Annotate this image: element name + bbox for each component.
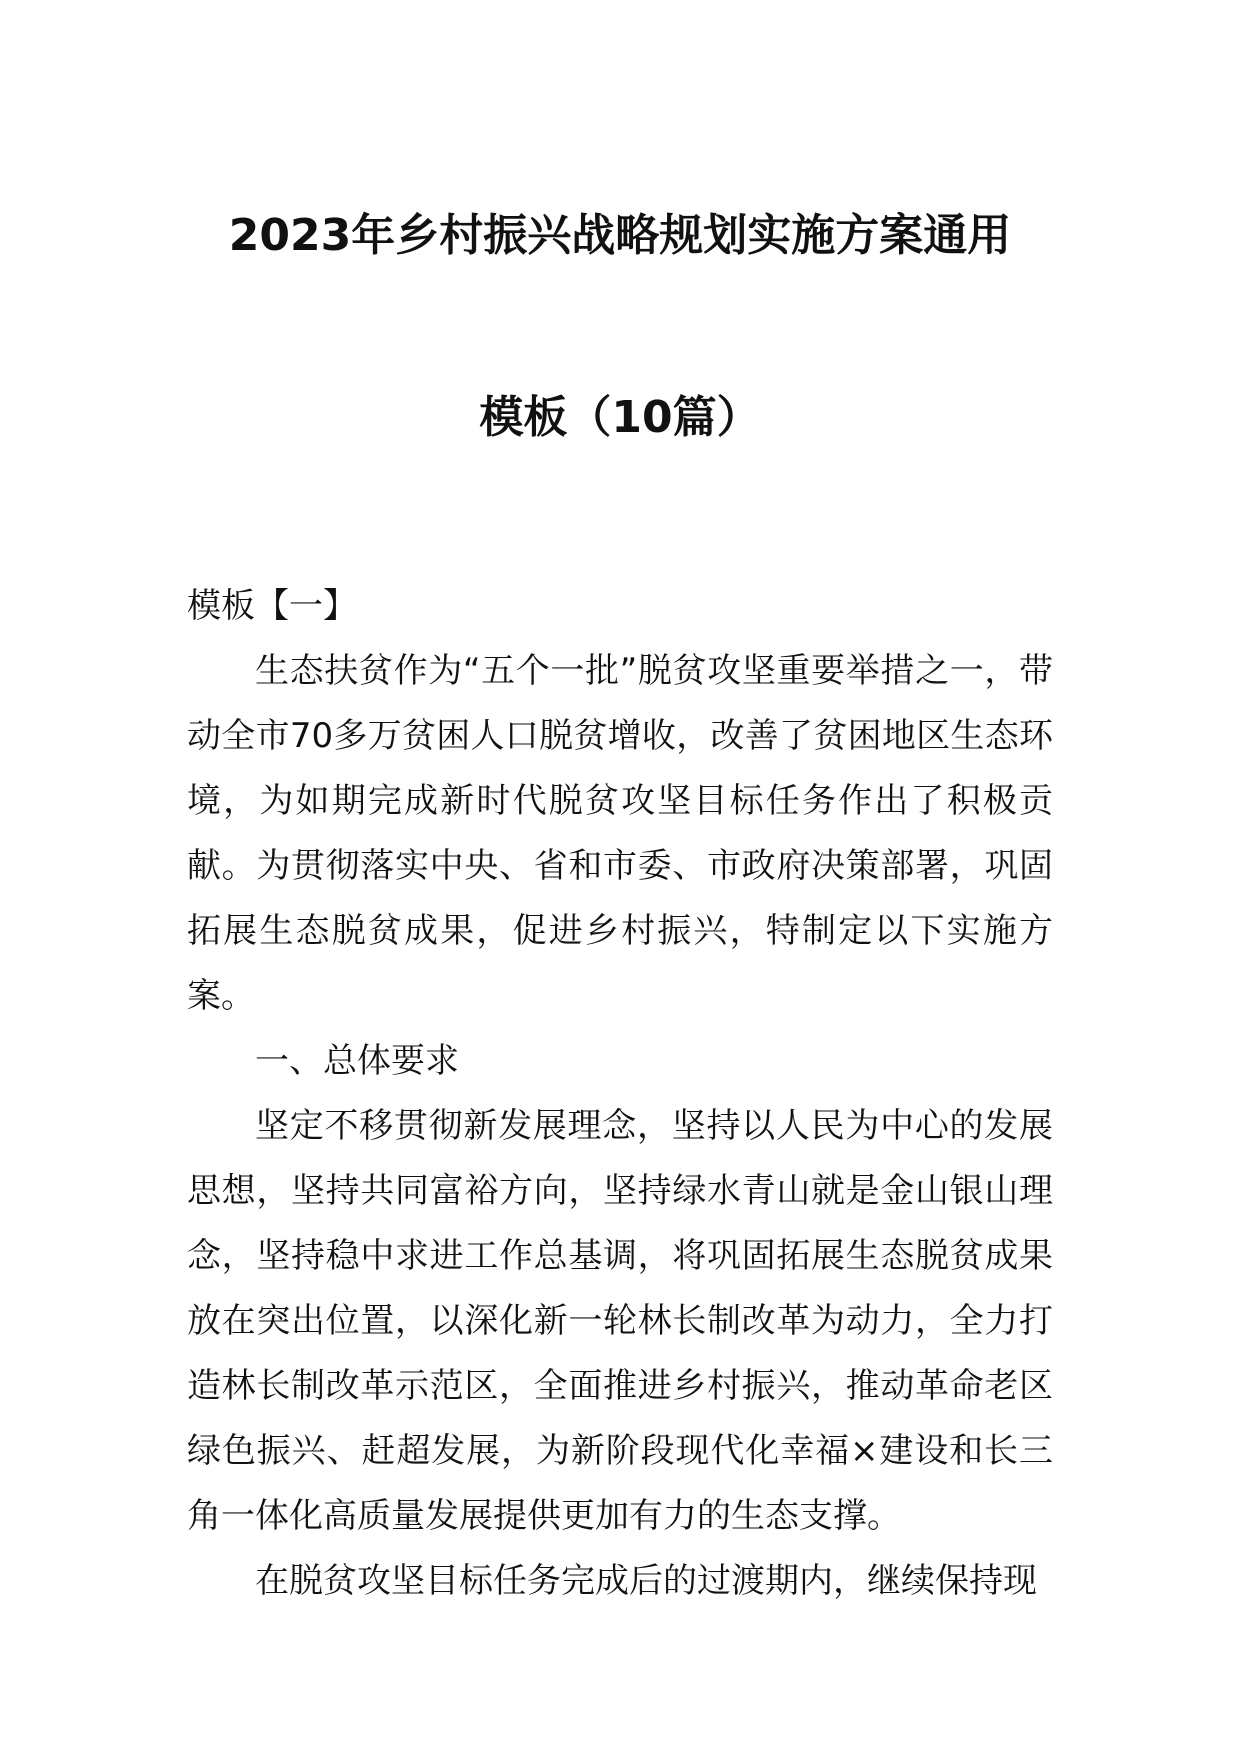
- section-heading-general-requirements: 一、总体要求: [255, 1041, 459, 1081]
- document-body: [187, 574, 1053, 1614]
- section-heading-template-1: 模板【一】: [187, 586, 357, 626]
- document-title-line-2: 模板（10篇）: [479, 392, 761, 443]
- document-title-line-1: 2023年乡村振兴战略规划实施方案通用: [228, 210, 1012, 261]
- paragraph-general-requirements: 坚定不移贯彻新发展理念，坚持以人民为中心的发展思想，坚持共同富裕方向，坚持绿水青山就是金山银山理念，坚持稳中求进工作总基调，将巩固拓展生态脱贫成果放在突出位置，以深化新一轮林长制改革为动力，全力打造林长制改革示范区，全面推进乡村振兴，推动革命老区绿色振兴、赶超发展，为新阶段现代化幸福×建设和长三角一体化高质量发展提供更加有力的生态支撑。: [187, 1106, 1053, 1536]
- paragraph-intro: 生态扶贫作为“五个一批”脱贫攻坚重要举措之一，带动全市70多万贫困人口脱贫增收，改善了贫困地区生态环境，为如期完成新时代脱贫攻坚目标任务作出了积极贡献。为贯彻落实中央、省和市委、市政府决策部署，巩固拓展生态脱贫成果，促进乡村振兴，特制定以下实施方案。: [187, 651, 1053, 1016]
- paragraph-transition-period: 在脱贫攻坚目标任务完成后的过渡期内，继续保持现: [255, 1561, 1037, 1601]
